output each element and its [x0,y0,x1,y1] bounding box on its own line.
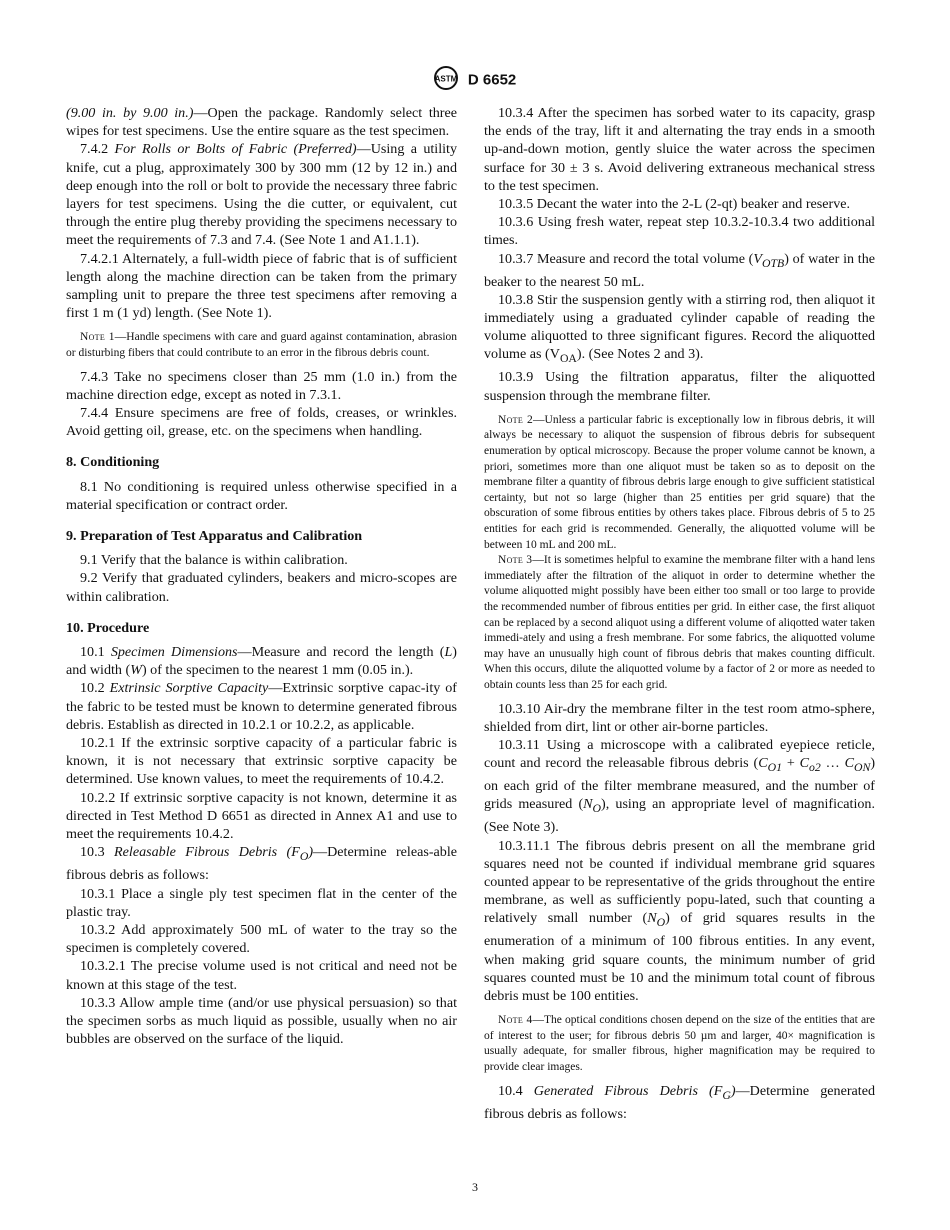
paragraph-10-2: 10.2 Extrinsic Sorptive Capacity—Extrinsic sorptive capac-ity of the fabric to be tested must be known to determine generated fibrous debris. Establish as directed in 10.2.1 or 10.2.2, as applicable. [66,680,457,733]
paragraph-10-3: 10.3 Releasable Fibrous Debris $(F_O)—Determine$ releas-able fibrous debris as follows: [66,844,457,884]
paragraph-10-3-5: 10.3.5 Decant the water into the 2-L (2-qt) beaker and reserve. [498,196,851,213]
note-4: Note 4—The optical conditions chosen depend on the size of the entities that are of interest to the user; for fibrous debris 50 µm and larger, 40× magnification is usually adequate, for smaller fibrous, higher magnification may be required to provide clear images. [484,1014,875,1074]
astm-logo-icon [434,66,458,94]
paragraph-10-3-2: 10.3.2 Add approximately 500 mL of water to the tray so the specimen is completely covered. [66,921,457,957]
note-1: Note 1—Handle specimens with care and guard against contamination, abrasion or disturbing fibers that could contribute to an error in the fibrous debris count. [66,331,458,360]
paragraph-9-2: 9.2 Verify that graduated cylinders, beakers and micro-scopes are within calibration. [66,570,457,605]
paragraph-10-3-1: 10.3.1 Place a single ply test specimen flat in the center of the plastic tray. [66,885,457,920]
left-column [66,104,457,1048]
paragraph-7-4-1-cont: (9.00 in. by 9.00 in.)—Open the package. Randomly select three wipes for test specimens. Use the entire square as the test specimen. [66,105,457,140]
paragraph-7-4-2-1: 7.4.2.1 Alternately, a full-width piece of fabric that is of sufficient length along the machine direction can be taken from the primary sampling unit to prepare the three test specimens after removing a first 1 m (1 yd) length. (See Note 1). [66,250,457,322]
paragraph-10-3-9: 10.3.9 Using the filtration apparatus, filter the aliquotted suspension through the membrane filter. [484,369,875,404]
section-heading-8: 8. Conditioning [66,454,160,471]
note-2: Note 2—Unless a particular fabric is exceptionally low in fibrous debris, it will always be necessary to aliquot the suspension of fibrous debris for subsequent enumeration by optical microscopy. Because the proper volume cannot be known, a priori, sometimes more than one aliquot must be taken so as to deposit on the membrane filter a quantity of fibrous debris large enough to give sufficient statistical certainty, but not so large (higher than 25 entities per grid square) that the obscuration of some fibrous entities by others takes place. Fibrous debris of 5 to 25 entities for each grid is recommended. Generally, the aliquotted volume will be between 10 mL and 200 mL. [484,413,876,551]
paragraph-10-3-3: 10.3.3 Allow ample time (and/or use physical persuasion) so that the specimen sorbs as much liquid as possible, usually when no air bubbles are observed on the surface of the liquid. [66,994,457,1048]
paragraph-10-3-11: 10.3.11 Using a microscope with a calibrated eyepiece reticle, count and record the releasable fibrous debris ($C_{O1} + C_{o2}$ … $C_{ON}$) on each grid of the filter membrane measured, and the number of grids measured $(N_O)$, using an appropriate level of magnification. (See Note 3). [484,736,876,836]
paragraph-7-4-3: 7.4.3 Take no specimens closer than 25 mm (1.0 in.) from the machine direction edge, except as noted in 7.3.1. [66,368,457,403]
paragraph-7-4-4: 7.4.4 Ensure specimens are free of folds, creases, or wrinkles. Avoid getting oil, grease, etc. on the specimens when handling. [66,405,457,440]
paragraph-10-3-7: 10.3.7 Measure and record the total volume $(V_{OTB})$ of water in the beaker to the nearest 50 mL. [484,250,875,290]
right-column [484,104,875,1123]
standard-designation: D 6652 [467,71,517,89]
paragraph-10-3-11-1: 10.3.11.1 The fibrous debris present on all the membrane grid squares need not be counted if individual membrane grid squares counted appear to be representative of the grids throughout the entire membrane, as well as sufficiently popu-lated, such that counting a relatively small number $(N_O)$ of grid squares results in the enumeration of a minimum of 100 fibrous entities. In any event, when making grid square counts, the minimum number of grid squares counted must be 10 and the minimum total count of fibrous debris must be 100 entities. [484,837,875,1005]
section-heading-9: 9. Preparation of Test Apparatus and Calibration [66,528,363,545]
page-header [0,66,950,94]
paragraph-8-1: 8.1 No conditioning is required unless otherwise specified in a material specification or contract order. [66,478,457,513]
paragraph-10-2-1: 10.2.1 If the extrinsic sorptive capacity of a particular fabric is known, it is not necessary that extrinsic sorptive capacity be determined. Use known values, to meet the requirements of 10.4.2. [66,735,457,788]
paragraph-10-3-8: 10.3.8 Stir the suspension gently with a stirring rod, then aliquot it immediately using a graduated cylinder capable of reading the volume aliquotted to three significant figures. Record the aliquotted volume as $(V_{OA})$. (See Notes 2 and 3). [484,291,875,366]
paragraph-9-1: 9.1 Verify that the balance is within calibration. [80,552,348,569]
paragraph-10-3-10: 10.3.10 Air-dry the membrane filter in the test room atmo-sphere, shielded from dirt, lint or other air-borne particles. [484,700,875,735]
note-3: Note 3—It is sometimes helpful to examine the membrane filter with a hand lens immediately after the filtration of the aliquot in order to determine whether the volume aliquotted might possibly have been either too small or too large to provide the recommended number of fibrous entities per grid. In either case, the first aliquot can be replaced by a second aliquot using a different volume of aliqotted water taken immedi-ately and using a fresh membrane. For some fabrics, the aliquotted volume may have an unusually high count of fibrous debris that makes counting difficult. When this occurs, dilute the aliquotted volume by a factor of 2 or more as needed to obtain counts less than 25 for each grid. [484,554,875,691]
page-number: 3 [472,1180,478,1194]
section-heading-10: 10. Procedure [66,619,150,636]
paragraph-10-2-2: 10.2.2 If extrinsic sorptive capacity is not known, determine it as directed in Test Method D 6651 as directed in Annex A1 and use to meet the requirements 10.4.2. [66,789,457,843]
paragraph-10-3-2-1: 10.3.2.1 The precise volume used is not critical and need not be known at this stage of the test. [66,958,457,993]
paragraph-10-1: 10.1 Specimen Dimensions—Measure and record the length (L) and width (W) of the specimen to the nearest 1 mm (0.05 in.). [66,644,457,679]
paragraph-10-3-6: 10.3.6 Using fresh water, repeat step 10.3.2-10.3.4 two additional times. [484,214,875,249]
paragraph-10-3-4: 10.3.4 After the specimen has sorbed water to its capacity, grasp the ends of the tray, lift it and alternating the tray ends in a smooth up-and-down motion, gently sluice the water across the specimen surface for 30 ± 3 s. Avoid delivering extraneous mechanical stress to the test specimen. [484,105,875,194]
paragraph-10-4: 10.4 Generated Fibrous Debris $(F_G)—Determine$ generated fibrous debris as follows: [484,1082,875,1122]
paragraph-7-4-2: 7.4.2 For Rolls or Bolts of Fabric (Preferred)—Using a utility knife, cut a plug, approximately 300 by 300 mm (12 by 12 in.) and deep enough into the roll or bolt to provide the necessary three fabric layers for test specimens. Using the die cutter, or equivalent, cut through the entire plug thereby providing the specimens necessary to meet the requirements of 7.3 and 7.4. (See Note 1 and A1.1.1). [66,141,457,249]
svg-text:ASTM: ASTM [434,74,458,84]
